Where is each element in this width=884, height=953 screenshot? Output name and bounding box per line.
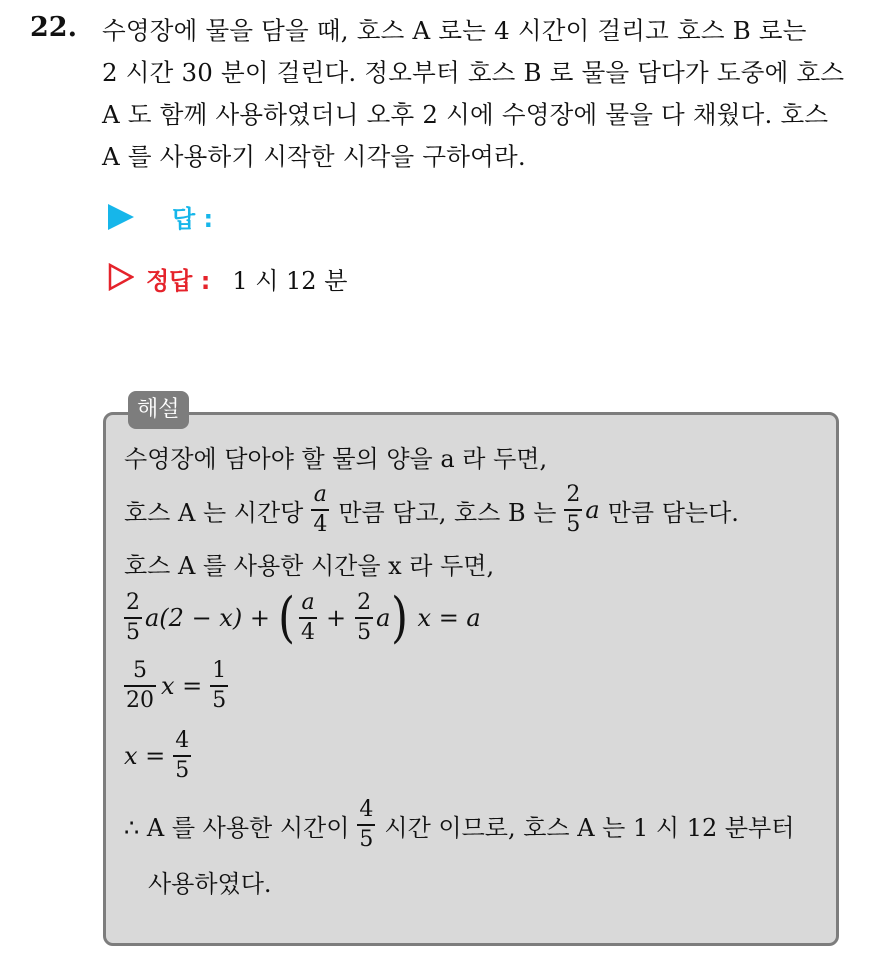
fraction — [210, 660, 228, 712]
problem-line: 2 시간 30 분이 걸린다. 정오부터 호스 B 로 물을 담다가 도중에 호스 — [102, 58, 845, 87]
equation-term: x = — [161, 672, 203, 700]
correct-answer-value: 1 시 12 분 — [232, 267, 348, 295]
play-filled-icon — [108, 204, 134, 230]
fraction-denominator: 4 — [313, 511, 328, 537]
fraction — [355, 592, 373, 644]
problem-number: 22. — [30, 12, 77, 43]
fraction-denominator: 5 — [126, 619, 140, 645]
explanation-text: 만큼 담는다. — [607, 498, 739, 527]
fraction-numerator: 2 — [566, 482, 581, 508]
fraction-denominator: 5 — [212, 687, 227, 713]
correct-answer-label: 정답 : — [146, 267, 211, 295]
problem-line: A 도 함께 사용하였더니 오후 2 시에 수영장에 물을 다 채웠다. 호스 — [102, 100, 829, 129]
fraction — [124, 660, 156, 712]
fraction-denominator: 5 — [359, 826, 374, 852]
fraction-numerator: 1 — [212, 658, 227, 684]
fraction-numerator: 4 — [359, 797, 374, 823]
explanation-line-3 — [124, 541, 834, 585]
fraction-numerator: a — [313, 482, 327, 508]
conclusion-line — [124, 791, 834, 859]
fraction — [173, 730, 191, 782]
answer-blank-row — [108, 199, 213, 234]
fraction — [311, 484, 329, 536]
fraction-numerator: 5 — [133, 658, 147, 684]
play-outline-icon — [108, 263, 134, 295]
fraction — [299, 592, 317, 644]
equation-term: a(2 − x) + — [145, 604, 270, 632]
answer-label: 답 : — [172, 205, 214, 233]
math-variable: a — [585, 496, 600, 524]
fraction-bar — [124, 685, 156, 687]
explanation-text: 수영장에 담아야 할 물의 양을 a 라 두면, — [124, 444, 548, 473]
fraction-numerator: 4 — [175, 728, 190, 754]
explanation-text: 시간 이므로, 호스 A 는 1 시 12 분부터 — [384, 813, 795, 842]
fraction-bar — [311, 509, 329, 511]
fraction-bar — [357, 824, 375, 826]
fraction — [564, 484, 582, 536]
correct-answer-row — [108, 261, 347, 296]
math-variable: a — [376, 604, 391, 632]
explanation-text: 만큼 담고, 호스 B 는 — [338, 498, 557, 527]
fraction-bar — [124, 617, 142, 619]
right-paren: ) — [391, 586, 409, 649]
fraction-denominator: 5 — [175, 757, 190, 783]
fraction-denominator: 20 — [126, 687, 154, 713]
fraction-denominator: 5 — [566, 511, 581, 537]
fraction-denominator: 5 — [357, 619, 372, 645]
fraction — [124, 592, 142, 644]
explanation-content — [124, 437, 834, 903]
conclusion-line-2 — [124, 859, 834, 903]
fraction-numerator: a — [301, 590, 315, 616]
fraction-bar — [210, 685, 228, 687]
explanation-tag: 해설 — [128, 391, 189, 429]
explanation-text: 사용하였다. — [148, 869, 272, 898]
equation-term: x = — [124, 742, 166, 770]
equation-term: x = a — [417, 604, 481, 632]
explanation-text: ∴ A 를 사용한 시간이 — [124, 813, 350, 842]
fraction-denominator: 4 — [301, 619, 316, 645]
equation-3 — [124, 723, 834, 789]
equation-1 — [124, 585, 834, 651]
problem-text — [102, 10, 862, 178]
explanation-line-1 — [124, 437, 834, 475]
explanation-text: 호스 A 는 시간당 — [124, 498, 304, 527]
fraction-bar — [564, 509, 582, 511]
fraction-numerator: 2 — [126, 590, 140, 616]
fraction-bar — [173, 755, 191, 757]
fraction-bar — [299, 617, 317, 619]
plus-sign: + — [326, 604, 347, 632]
fraction — [357, 799, 375, 851]
explanation-line-2 — [124, 479, 834, 541]
equation-2 — [124, 653, 834, 719]
fraction-numerator: 2 — [357, 590, 372, 616]
problem-line: A 를 사용하기 시작한 시각을 구하여라. — [102, 142, 526, 171]
left-paren: ( — [278, 586, 295, 649]
fraction-bar — [355, 617, 373, 619]
problem-line: 수영장에 물을 담을 때, 호스 A 로는 4 시간이 걸리고 호스 B 로는 — [102, 16, 807, 45]
explanation-text: 호스 A 를 사용한 시간을 x 라 두면, — [124, 551, 495, 580]
